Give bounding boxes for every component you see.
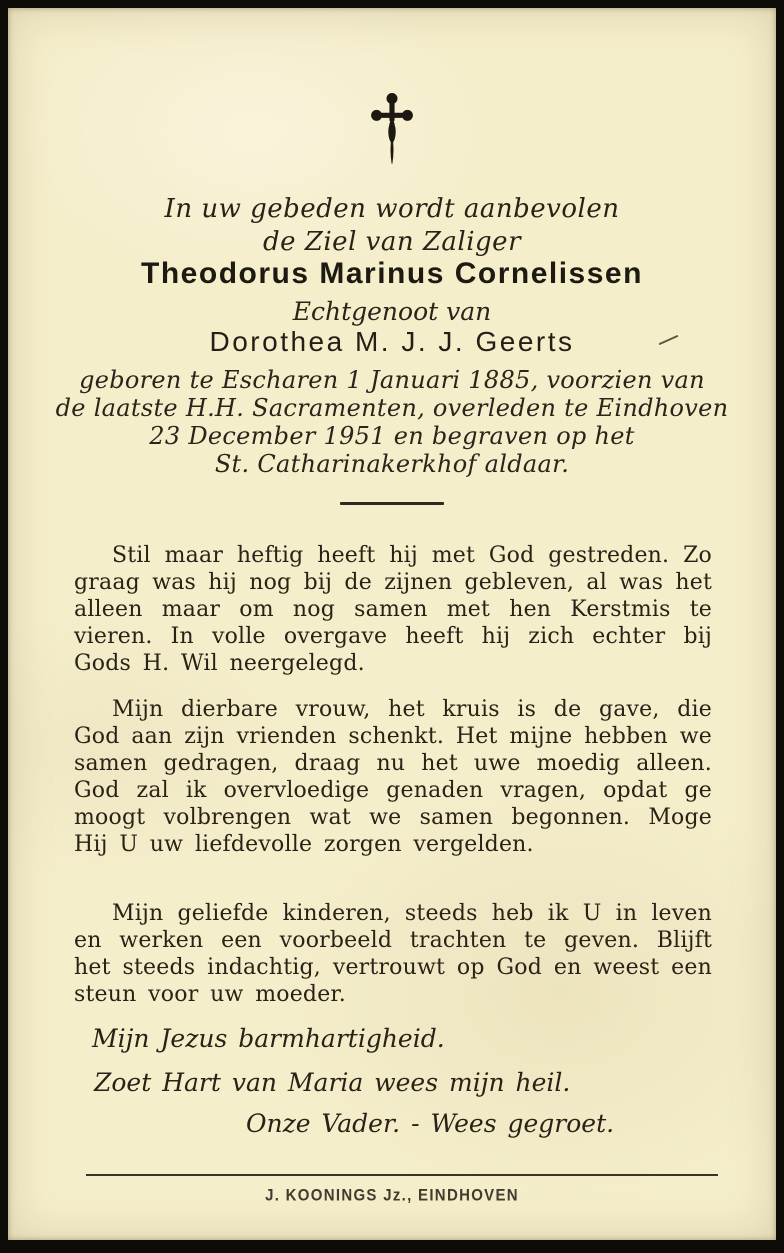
deceased-name: Theodorus Marinus Cornelissen: [141, 257, 643, 290]
intro-line-1: In uw gebeden wordt aanbevolen: [164, 194, 620, 224]
life-detail-line: St. Catharinakerkhof aldaar.: [214, 450, 570, 478]
memorial-paragraph: Stil maar heftig heeft hij met God gestreden. Zo graag was hij nog bij de zijnen gebleven, al was het alleen maar om nog samen met hen Kerstmis te vieren. In volle overgave heeft hij zich echter bij Gods H. Wil neergelegd.: [74, 543, 712, 676]
cross-icon: [8, 90, 776, 174]
prayer-line: Mijn Jezus barmhartigheid.: [92, 1024, 445, 1053]
life-detail-line: de laatste H.H. Sacramenten, overleden te Eindhoven: [55, 394, 729, 422]
life-detail-line: 23 December 1951 en begraven op het: [149, 422, 635, 450]
memorial-paragraph: Mijn dierbare vrouw, het kruis is de gave, die God aan zijn vrienden schenkt. Het mijne hebben we samen gedragen, draag nu het uwe moedig alleen. God zal ik overvloedige genaden vragen, opdat ge moogt volbrengen wat we samen begonnen. Moge Hij U uw liefdevolle zorgen vergelden.: [74, 697, 712, 857]
prayer-line: Zoet Hart van Maria wees mijn heil.: [94, 1068, 571, 1097]
life-detail-line: geboren te Escharen 1 Januari 1885, voorzien van: [79, 366, 705, 394]
memorial-paragraph: Mijn geliefde kinderen, steeds heb ik U in leven en werken een voorbeeld trachten te geven. Blijft het steeds indachtig, vertrouwt op God en weest een steun voor uw moeder.: [74, 901, 712, 1007]
life-details: [8, 366, 776, 478]
relation-line: Echtgenoot van: [292, 297, 492, 326]
footer-rule: [86, 1174, 718, 1176]
printer-imprint: J. KOONINGS Jz., EINDHOVEN: [265, 1186, 519, 1205]
section-divider-rule: [340, 502, 444, 505]
intro-line-2: de Ziel van Zaliger: [263, 227, 521, 257]
prayer-line: Onze Vader. - Wees gegroet.: [246, 1109, 615, 1138]
spouse-name: Dorothea M. J. J. Geerts: [209, 326, 575, 357]
